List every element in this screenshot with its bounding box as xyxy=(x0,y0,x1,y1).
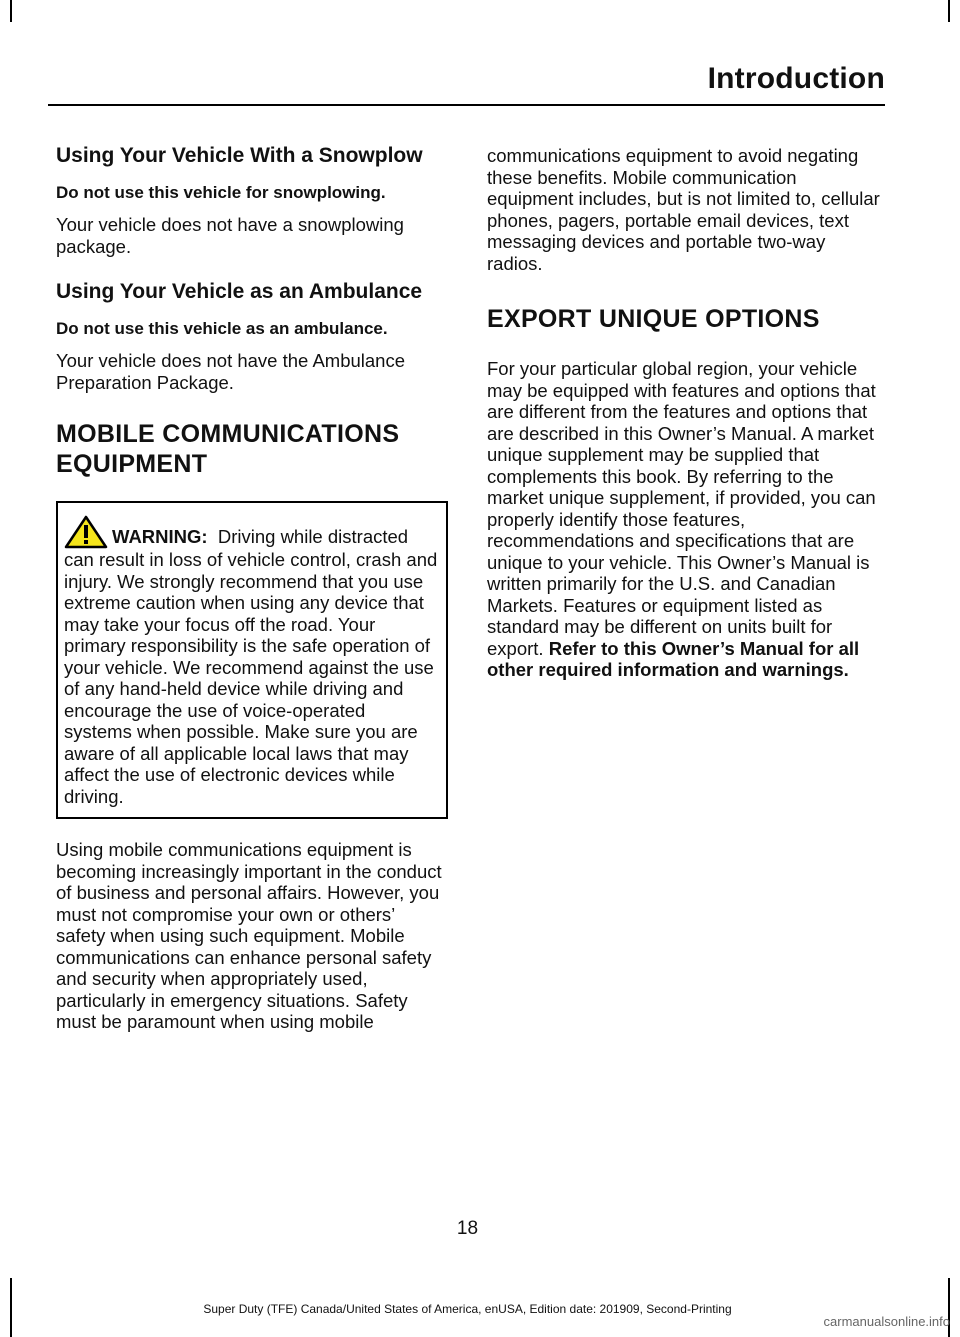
snowplow-note: Do not use this vehicle for snowplowing. xyxy=(56,183,386,202)
crop-mark-top-left xyxy=(10,0,12,22)
warning-triangle-icon xyxy=(64,515,108,549)
export-paragraph xyxy=(487,358,882,681)
warning-box xyxy=(56,501,448,819)
export-text: For your particular global region, your vehicle may be equipped with features and options that are different from the features and options that are described in this Owner’s Manual. A market unique supplement may be supplied that complements this book. By referring to the market unique supplement, if provided, you can properly identify those features, recommendations and specifications that are unique to your vehicle. This Owner’s Manual is written primarily for the U.S. and Canadian Markets. Features or equipment listed as standard may be different on units built for export. xyxy=(487,358,876,659)
snowplow-text: Your vehicle does not have a snowplowing package. xyxy=(56,214,404,257)
left-column xyxy=(56,145,448,1047)
ambulance-heading: Using Your Vehicle as an Ambulance xyxy=(56,280,423,303)
warning-text: Driving while distracted can result in loss of vehicle control, crash and injury. We strongly recommend that you use extreme caution when using any device that may take your focus off the road. Your primary responsibility is the safe operation of your vehicle. We recommend against the use of any hand-held device while driving and encourage the use of voice-operated systems when possible. Make sure you are aware of all applicable local laws that may affect the use of electronic devices while driving. xyxy=(64,526,438,807)
mobile-continuation: communications equipment to avoid negating these benefits. Mobile communication equipment includes, but is not limited to, cellular phones, pagers, portable email devices, text messaging devices and portable two-way radios. xyxy=(487,145,880,274)
warning-paragraph xyxy=(64,515,438,807)
watermark-site: carmanualsonline.info xyxy=(823,1314,950,1329)
mobile-heading-line1: MOBILE COMMUNICATIONS xyxy=(56,420,400,448)
mobile-paragraph: Using mobile communications equipment is becoming increasingly important in the conduct of business and personal affairs. However, you must not compromise your own or others’ safety when using such equipment. Mobile communications can enhance personal safety and security when appropriately used, particularly in emergency situations. Safety must be paramount when using mobile xyxy=(56,839,442,1032)
mobile-heading-line2: EQUIPMENT xyxy=(56,450,208,478)
ambulance-note: Do not use this vehicle as an ambulance. xyxy=(56,319,388,338)
edition-line: Super Duty (TFE) Canada/United States of America, enUSA, Edition date: 201909, Second-Printing xyxy=(203,1302,732,1316)
header-divider xyxy=(48,104,885,106)
snowplow-heading: Using Your Vehicle With a Snowplow xyxy=(56,144,423,167)
right-column xyxy=(487,145,882,695)
ambulance-text: Your vehicle does not have the Ambulance Preparation Package. xyxy=(56,350,406,393)
warning-label: WARNING: xyxy=(112,526,208,547)
export-heading: EXPORT UNIQUE OPTIONS xyxy=(487,305,820,333)
crop-mark-top-right xyxy=(948,0,950,22)
page-number: 18 xyxy=(456,1218,479,1239)
export-bold-text: Refer to this Owner’s Manual for all other required information and warnings. xyxy=(487,637,860,680)
page-title: Introduction xyxy=(707,62,885,95)
